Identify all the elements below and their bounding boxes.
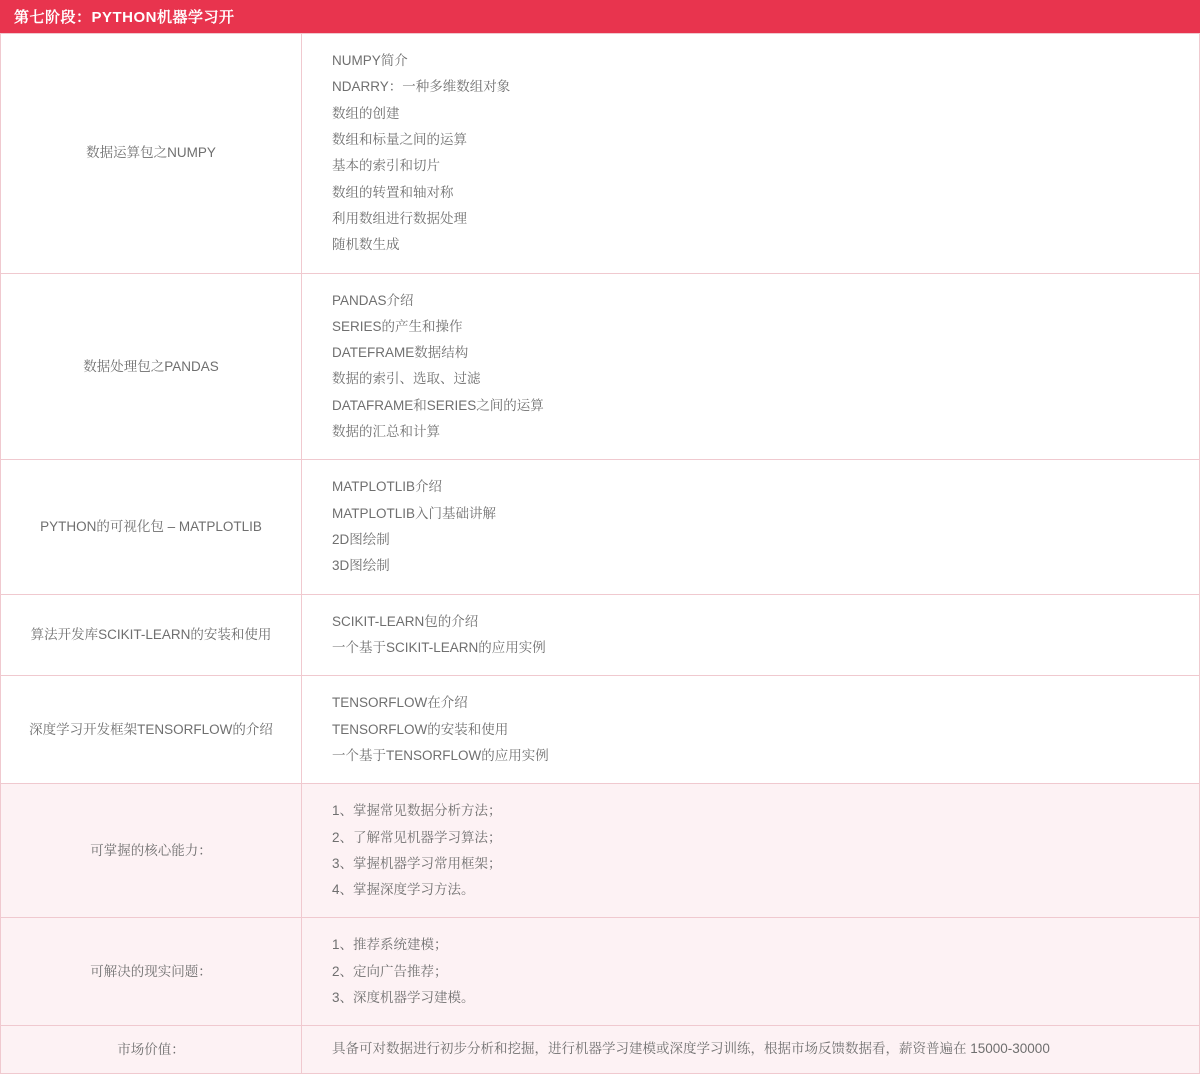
row-title-label: PYTHON的可视化包 – MATPLOTLIB [40, 519, 262, 535]
row-title-cell [1, 273, 302, 460]
table-row [1, 918, 1200, 1026]
row-content-line: 2D图绘制 [332, 532, 390, 547]
table-row [1, 784, 1200, 918]
table-row [1, 460, 1200, 594]
row-title-label: 数据处理包之PANDAS [83, 358, 219, 374]
row-title-cell [1, 918, 302, 1026]
row-content-line: TENSORFLOW在介绍 [332, 695, 468, 711]
row-content-line: 4、掌握深度学习方法。 [332, 882, 475, 898]
row-content-line: SERIES的产生和操作 [332, 318, 463, 334]
row-content-line: NUMPY简介 [332, 53, 408, 68]
row-content-cell [302, 34, 1200, 274]
row-content-line: DATAFRAME和SERIES之间的运算 [332, 397, 544, 413]
row-title-cell [1, 34, 302, 274]
row-content-line: 数组的转置和轴对称 [332, 184, 454, 200]
row-content-line: 一个基于TENSORFLOW的应用实例 [332, 747, 549, 763]
curriculum-table [0, 33, 1200, 1074]
table-row [1, 676, 1200, 784]
row-content-line: NDARRY：一种多维数组对象 [332, 79, 511, 95]
row-content-cell [302, 460, 1200, 594]
row-content-line: 1、掌握常见数据分析方法； [332, 803, 502, 819]
row-content-line: 具备可对数据进行初步分析和挖掘，进行机器学习建模或深度学习训练，根据市场反馈数据看，薪资普遍在 15000-30000 [332, 1041, 1050, 1057]
row-content-line: 1、推荐系统建模； [332, 937, 448, 953]
row-content-line: DATEFRAME数据结构 [332, 345, 469, 361]
row-content-line: PANDAS介绍 [332, 292, 414, 308]
row-content-line: SCIKIT-LEARN包的介绍 [332, 613, 479, 629]
row-title-cell [1, 1026, 302, 1073]
row-content-line: 一个基于SCIKIT-LEARN的应用实例 [332, 639, 546, 655]
row-content-line: 3D图绘制 [332, 558, 390, 574]
row-content-cell [302, 1026, 1200, 1073]
row-content-line: 随机数生成 [332, 237, 400, 253]
row-title-label: 算法开发库SCIKIT-LEARN的安装和使用 [30, 627, 272, 643]
row-content-cell [302, 676, 1200, 784]
row-title-label: 可掌握的核心能力： [90, 843, 212, 859]
table-row [1, 594, 1200, 676]
row-title-label: 市场价值： [117, 1041, 185, 1057]
row-content-cell [302, 273, 1200, 460]
row-title-label: 深度学习开发框架TENSORFLOW的介绍 [29, 721, 273, 737]
row-title-cell [1, 676, 302, 784]
row-content-cell [302, 784, 1200, 918]
row-title-cell [1, 594, 302, 676]
row-content-line: 数组和标量之间的运算 [332, 131, 467, 147]
row-content-line: 数据的索引、选取、过滤 [332, 371, 481, 387]
stage-header [0, 0, 1200, 33]
row-content-line: MATPLOTLIB入门基础讲解 [332, 505, 497, 521]
row-content-line: TENSORFLOW的安装和使用 [332, 721, 509, 737]
row-content-line: 利用数组进行数据处理 [332, 210, 467, 226]
row-content-line: MATPLOTLIB介绍 [332, 479, 443, 495]
row-content-cell [302, 594, 1200, 676]
row-title-cell [1, 784, 302, 918]
curriculum-table-body [1, 34, 1200, 1074]
row-title-label: 可解决的现实问题： [90, 964, 212, 980]
row-content-line: 2、定向广告推荐； [332, 963, 448, 979]
row-content-line: 基本的索引和切片 [332, 158, 440, 174]
row-content-cell [302, 918, 1200, 1026]
table-row [1, 273, 1200, 460]
row-content-line: 3、掌握机器学习常用框架； [332, 855, 502, 871]
row-title-label: 数据运算包之NUMPY [86, 145, 216, 161]
table-row [1, 34, 1200, 274]
row-content-line: 2、了解常见机器学习算法； [332, 829, 502, 845]
stage-title: 第七阶段：PYTHON机器学习开 [14, 9, 235, 26]
table-row [1, 1026, 1200, 1073]
row-content-line: 数组的创建 [332, 105, 400, 121]
row-content-line: 3、深度机器学习建模。 [332, 990, 475, 1006]
row-title-cell [1, 460, 302, 594]
row-content-line: 数据的汇总和计算 [332, 424, 440, 440]
